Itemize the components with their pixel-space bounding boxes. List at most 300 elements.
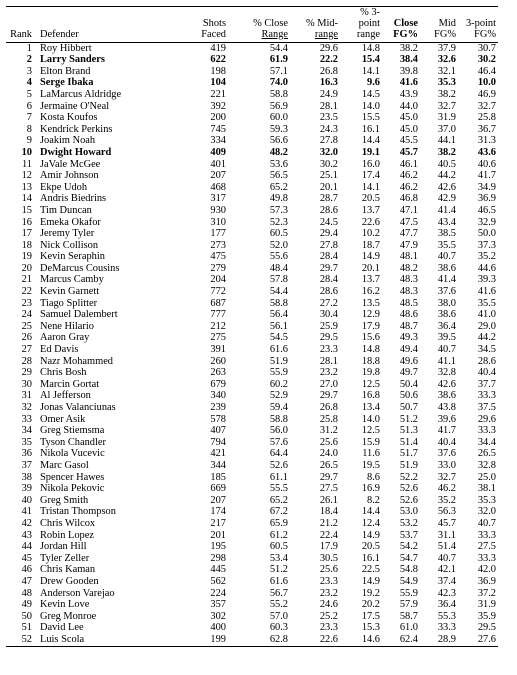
cell-mid-range-pct: 30.5	[319, 552, 338, 564]
defender-stats-table	[6, 6, 498, 647]
cell-close-fg-pct: 45.5	[399, 135, 418, 147]
cell-mid-range-pct: 28.6	[319, 204, 338, 216]
cell-mid-range-pct: 27.2	[319, 297, 338, 309]
cell-three-point-fg-pct: 32.9	[477, 216, 496, 228]
table-row	[6, 449, 498, 461]
cell-three-point-fg-pct: 37.5	[477, 402, 496, 413]
cell-close-range-pct: 58.8	[269, 88, 288, 100]
cell-rank: 7	[26, 112, 32, 124]
table-row	[6, 101, 498, 113]
cell-three-point-range-pct: 16.0	[361, 158, 380, 170]
cell-defender: Kevin Seraphin	[40, 251, 105, 263]
cell-close-range-pct: 62.8	[228, 634, 290, 646]
header-shots-faced	[184, 7, 228, 43]
cell-three-point-range-pct: 14.5	[361, 88, 380, 100]
cell-rank: 5	[26, 88, 32, 100]
cell-rank: 34	[21, 425, 32, 437]
cell-close-range-pct: 52.0	[269, 239, 288, 251]
cell-mid-range-pct: 23.3	[319, 575, 338, 587]
cell-rank: 28	[21, 355, 32, 367]
cell-close-fg-pct: 45.7	[399, 146, 418, 158]
cell-three-point-fg-pct: 30.7	[477, 42, 496, 54]
cell-defender: Marcin Gortat	[40, 378, 100, 390]
table-row	[6, 356, 498, 368]
cell-three-point-range-pct: 16.9	[361, 483, 380, 495]
cell-close-fg-pct: 49.4	[399, 344, 418, 356]
table-row	[6, 565, 498, 577]
cell-rank: 46	[21, 564, 32, 576]
cell-mid-range-pct: 25.2	[319, 610, 338, 622]
cell-close-range-pct: 54.4	[269, 286, 288, 298]
cell-three-point-fg-pct: 31.3	[477, 135, 496, 147]
cell-close-fg-pct: 48.2	[399, 262, 418, 274]
cell-three-point-fg-pct: 26.5	[477, 448, 496, 460]
cell-mid-fg-pct: 40.7	[437, 552, 456, 564]
cell-mid-fg-pct: 55.3	[437, 610, 456, 622]
cell-defender: Marcus Camby	[40, 274, 104, 286]
table-row	[6, 217, 498, 229]
cell-three-point-range-pct: 13.7	[361, 274, 380, 286]
cell-three-point-fg-pct: 37.3	[477, 239, 496, 251]
cell-close-range-pct: 59.4	[269, 402, 288, 413]
cell-mid-fg-pct: 35.5	[437, 239, 456, 251]
cell-close-fg-pct: 38.2	[399, 42, 418, 54]
cell-rank: 36	[21, 448, 32, 460]
cell-mid-range-pct: 23.2	[319, 367, 338, 379]
cell-mid-fg-pct: 39.5	[437, 332, 456, 344]
cell-close-fg-pct: 39.8	[399, 65, 418, 77]
cell-mid-range-pct: 22.6	[290, 634, 340, 646]
cell-three-point-range-pct: 12.5	[361, 378, 380, 390]
cell-three-point-range-pct: 14.6	[340, 634, 382, 646]
cell-three-point-fg-pct: 37.2	[477, 587, 496, 599]
cell-three-point-range-pct: 20.1	[361, 262, 380, 274]
table-row	[6, 171, 498, 183]
cell-mid-fg-pct: 37.6	[437, 448, 456, 460]
cell-mid-fg-pct: 42.3	[437, 587, 456, 599]
cell-three-point-range-pct: 14.9	[361, 251, 380, 263]
header-three-line2: point	[358, 18, 380, 29]
cell-rank: 13	[21, 181, 32, 193]
cell-shots-faced: 407	[210, 425, 226, 437]
table-row	[6, 611, 498, 623]
cell-close-fg-pct: 48.6	[399, 309, 418, 321]
cell-defender: Elton Brand	[40, 65, 91, 77]
header-defender-label: Defender	[40, 29, 79, 40]
cell-rank: 29	[21, 367, 32, 379]
cell-close-range-pct: 59.3	[269, 123, 288, 135]
cell-rank: 43	[21, 529, 32, 541]
cell-defender: Ed Davis	[40, 344, 79, 356]
cell-shots-faced: 221	[210, 88, 226, 100]
cell-defender: Emeka Okafor	[40, 216, 101, 228]
cell-close-fg-pct: 45.0	[399, 123, 418, 135]
cell-close-fg-pct: 53.0	[399, 506, 418, 518]
cell-defender: Andris Biedrins	[40, 193, 107, 205]
cell-mid-fg-pct: 35.2	[437, 494, 456, 506]
cell-three-point-fg-pct: 43.6	[477, 146, 496, 158]
cell-rank: 39	[21, 483, 32, 495]
table-row	[6, 507, 498, 519]
cell-mid-range-pct: 25.6	[319, 436, 338, 448]
cell-three-point-range-pct: 14.9	[361, 529, 380, 541]
cell-mid-fg-pct: 40.5	[437, 158, 456, 170]
cell-three-point-range-pct: 14.1	[361, 65, 380, 77]
cell-rank: 47	[21, 575, 32, 587]
cell-shots-faced: 207	[210, 494, 226, 506]
table-row	[6, 159, 498, 171]
cell-shots-faced: 687	[210, 297, 226, 309]
table-row	[6, 600, 498, 612]
cell-rank: 15	[21, 204, 32, 216]
cell-defender: Marc Gasol	[40, 459, 89, 471]
cell-mid-fg-pct: 42.9	[437, 193, 456, 205]
cell-close-fg-pct: 54.7	[399, 552, 418, 564]
cell-close-range-pct: 56.4	[269, 309, 288, 321]
cell-mid-range-pct: 32.0	[319, 146, 338, 158]
cell-close-fg-pct: 55.9	[399, 587, 418, 599]
cell-mid-range-pct: 24.9	[319, 88, 338, 100]
cell-close-range-pct: 67.2	[269, 506, 288, 518]
cell-shots-faced: 344	[210, 459, 226, 471]
table-row	[6, 333, 498, 345]
cell-three-point-fg-pct: 35.2	[477, 251, 496, 263]
cell-three-point-range-pct: 13.7	[361, 204, 380, 216]
cell-three-point-fg-pct: 36.9	[477, 193, 496, 205]
cell-defender: Nene Hilario	[40, 320, 94, 332]
cell-close-range-pct: 57.6	[269, 436, 288, 448]
cell-mid-range-pct: 28.4	[319, 251, 338, 263]
cell-defender: Drew Gooden	[40, 575, 99, 587]
cell-shots-faced: 562	[210, 575, 226, 587]
header-mid-fg	[420, 7, 458, 43]
cell-close-range-pct: 56.9	[269, 100, 288, 112]
cell-close-fg-pct: 44.0	[399, 100, 418, 112]
cell-three-point-fg-pct: 37.7	[477, 378, 496, 390]
cell-mid-fg-pct: 32.6	[437, 54, 456, 66]
cell-three-point-fg-pct: 30.2	[477, 54, 496, 66]
table-row	[6, 576, 498, 588]
cell-three-point-fg-pct: 46.4	[477, 65, 496, 77]
cell-rank: 16	[21, 216, 32, 228]
header-shots-line2: Faced	[201, 29, 226, 40]
cell-close-range-pct: 61.1	[269, 471, 288, 483]
cell-three-point-range-pct: 16.2	[361, 286, 380, 298]
cell-three-point-fg-pct: 33.3	[477, 552, 496, 564]
cell-rank: 10	[21, 146, 32, 158]
cell-close-range-pct: 58.8	[269, 297, 288, 309]
cell-close-fg-pct: 52.6	[399, 483, 418, 495]
cell-close-range-pct: 56.5	[269, 170, 288, 182]
cell-shots-faced: 777	[210, 309, 226, 321]
cell-shots-faced: 279	[210, 262, 226, 274]
cell-three-point-fg-pct: 33.3	[477, 529, 496, 541]
cell-close-range-pct: 52.6	[269, 459, 288, 471]
cell-rank: 32	[21, 402, 32, 413]
cell-three-point-range-pct: 22.5	[361, 564, 380, 576]
cell-close-range-pct: 52.9	[269, 390, 288, 402]
cell-mid-range-pct: 17.9	[319, 541, 338, 553]
header-mfg-line2: FG%	[434, 29, 456, 40]
cell-close-range-pct: 60.2	[269, 378, 288, 390]
cell-defender: Greg Monroe	[40, 610, 97, 622]
cell-close-fg-pct: 51.2	[399, 413, 418, 425]
cell-mid-fg-pct: 42.1	[437, 564, 456, 576]
cell-mid-fg-pct: 40.7	[437, 251, 456, 263]
cell-mid-fg-pct: 33.3	[437, 622, 456, 634]
table-row	[6, 495, 498, 507]
cell-close-fg-pct: 50.6	[399, 390, 418, 402]
cell-three-point-fg-pct: 41.0	[477, 309, 496, 321]
cell-rank: 35	[21, 436, 32, 448]
cell-defender: Nazr Mohammed	[40, 355, 113, 367]
cell-shots-faced: 204	[210, 274, 226, 286]
table-row	[6, 414, 498, 426]
cell-three-point-range-pct: 8.6	[367, 471, 380, 483]
cell-three-point-fg-pct: 29.6	[477, 413, 496, 425]
cell-mid-range-pct: 26.5	[319, 459, 338, 471]
cell-close-fg-pct: 46.8	[399, 193, 418, 205]
cell-defender: Spencer Hawes	[40, 471, 105, 483]
cell-rank: 20	[21, 262, 32, 274]
cell-close-fg-pct: 49.3	[399, 332, 418, 344]
cell-close-range-pct: 56.1	[269, 320, 288, 332]
cell-close-fg-pct: 54.8	[399, 564, 418, 576]
table-row	[6, 391, 498, 403]
cell-three-point-fg-pct: 34.5	[477, 344, 496, 356]
header-tfg-line2: FG%	[474, 29, 496, 40]
cell-three-point-range-pct: 16.8	[361, 390, 380, 402]
header-close-line1: % Close	[253, 18, 288, 29]
cell-mid-fg-pct: 38.6	[437, 262, 456, 274]
cell-three-point-fg-pct: 27.5	[477, 541, 496, 553]
cell-close-range-pct: 56.6	[269, 135, 288, 147]
cell-close-fg-pct: 43.9	[399, 88, 418, 100]
cell-three-point-range-pct: 8.2	[367, 494, 380, 506]
cell-mid-fg-pct: 37.0	[437, 123, 456, 135]
table-row	[6, 402, 498, 414]
cell-three-point-range-pct: 20.5	[361, 193, 380, 205]
cell-three-point-fg-pct: 41.6	[477, 286, 496, 298]
cell-shots-faced: 298	[210, 552, 226, 564]
cell-defender: Chris Kaman	[40, 564, 96, 576]
cell-rank: 42	[21, 517, 32, 529]
cell-close-range-pct: 61.6	[269, 575, 288, 587]
cell-close-fg-pct: 52.2	[399, 471, 418, 483]
cell-shots-faced: 207	[210, 170, 226, 182]
cell-three-point-fg-pct: 29.5	[477, 622, 496, 634]
table-row	[6, 379, 498, 391]
cell-rank: 17	[21, 228, 32, 240]
cell-three-point-range-pct: 18.7	[361, 239, 380, 251]
cell-shots-faced: 263	[210, 367, 226, 379]
cell-shots-faced: 199	[184, 634, 228, 646]
cell-three-point-range-pct: 16.1	[361, 552, 380, 564]
cell-rank: 27	[21, 344, 32, 356]
cell-close-range-pct: 54.4	[269, 42, 288, 54]
cell-defender: Luis Scola	[38, 634, 184, 646]
cell-close-fg-pct: 48.5	[399, 297, 418, 309]
cell-rank: 44	[21, 541, 32, 553]
cell-three-point-fg-pct: 44.6	[477, 262, 496, 274]
cell-defender: Jeremy Tyler	[40, 228, 95, 240]
header-cfg-line2: FG%	[393, 29, 418, 40]
cell-close-range-pct: 65.2	[269, 181, 288, 193]
cell-three-point-fg-pct: 25.8	[477, 112, 496, 124]
cell-close-range-pct: 51.2	[269, 564, 288, 576]
cell-rank: 37	[21, 459, 32, 471]
table-row	[6, 263, 498, 275]
cell-three-point-range-pct: 20.5	[361, 541, 380, 553]
cell-three-point-range-pct: 12.4	[361, 517, 380, 529]
cell-mid-fg-pct: 31.1	[437, 529, 456, 541]
table-row	[6, 634, 498, 646]
cell-mid-range-pct: 26.8	[319, 65, 338, 77]
cell-rank: 50	[21, 610, 32, 622]
cell-close-fg-pct: 50.7	[399, 402, 418, 413]
cell-defender: Kevin Garnett	[40, 286, 100, 298]
cell-close-range-pct: 49.8	[269, 193, 288, 205]
cell-close-range-pct: 57.3	[269, 204, 288, 216]
cell-close-range-pct: 60.3	[269, 622, 288, 634]
cell-shots-faced: 669	[210, 483, 226, 495]
cell-mid-fg-pct: 28.9	[420, 634, 458, 646]
cell-mid-fg-pct: 46.2	[437, 483, 456, 495]
cell-rank: 31	[21, 390, 32, 402]
cell-close-fg-pct: 38.4	[399, 54, 418, 66]
cell-shots-faced: 200	[210, 112, 226, 124]
cell-mid-fg-pct: 35.3	[437, 77, 456, 89]
cell-three-point-range-pct: 15.4	[361, 54, 380, 66]
table-row	[6, 344, 498, 356]
cell-close-fg-pct: 47.9	[399, 239, 418, 251]
cell-close-fg-pct: 51.4	[399, 436, 418, 448]
cell-mid-range-pct: 30.2	[319, 158, 338, 170]
cell-rank: 25	[21, 320, 32, 332]
cell-defender: Nikola Pekovic	[40, 483, 105, 495]
cell-defender: Greg Smith	[40, 494, 89, 506]
cell-three-point-fg-pct: 40.4	[477, 367, 496, 379]
cell-mid-fg-pct: 37.9	[437, 42, 456, 54]
cell-close-fg-pct: 47.1	[399, 204, 418, 216]
cell-mid-range-pct: 22.2	[319, 54, 338, 66]
cell-rank: 24	[21, 309, 32, 321]
cell-rank: 11	[21, 158, 32, 170]
table-row	[6, 472, 498, 484]
cell-close-range-pct: 55.5	[269, 483, 288, 495]
cell-rank: 21	[21, 274, 32, 286]
table-row	[6, 530, 498, 542]
cell-mid-range-pct: 26.8	[319, 402, 338, 413]
header-cfg-line1: Close	[393, 18, 418, 29]
cell-three-point-fg-pct: 33.3	[477, 425, 496, 437]
cell-mid-range-pct: 28.1	[319, 100, 338, 112]
table-row	[6, 240, 498, 252]
cell-shots-faced: 317	[210, 193, 226, 205]
cell-three-point-fg-pct: 38.1	[477, 483, 496, 495]
cell-three-point-range-pct: 14.4	[361, 135, 380, 147]
cell-mid-fg-pct: 41.4	[437, 204, 456, 216]
cell-rank: 22	[21, 286, 32, 298]
cell-three-point-range-pct: 9.6	[367, 77, 380, 89]
cell-close-fg-pct: 46.2	[399, 181, 418, 193]
cell-mid-range-pct: 28.4	[319, 274, 338, 286]
cell-mid-range-pct: 29.6	[319, 42, 338, 54]
cell-mid-range-pct: 29.5	[319, 332, 338, 344]
cell-mid-fg-pct: 44.1	[437, 135, 456, 147]
cell-defender: Tim Duncan	[40, 204, 92, 216]
table-row	[6, 426, 498, 438]
header-shots-line1: Shots	[202, 18, 226, 29]
cell-rank: 4	[26, 77, 32, 89]
cell-defender: Kendrick Perkins	[40, 123, 113, 135]
table-row	[6, 78, 498, 90]
cell-rank: 2	[26, 54, 32, 66]
cell-mid-range-pct: 25.9	[319, 320, 338, 332]
cell-three-point-range-pct: 12.9	[361, 309, 380, 321]
cell-defender: Robin Lopez	[40, 529, 94, 541]
cell-close-range-pct: 65.9	[269, 517, 288, 529]
cell-close-range-pct: 55.6	[269, 251, 288, 263]
cell-mid-range-pct: 28.6	[319, 286, 338, 298]
table-row	[6, 553, 498, 565]
cell-shots-faced: 679	[210, 378, 226, 390]
cell-rank: 49	[21, 599, 32, 611]
cell-mid-fg-pct: 32.8	[437, 367, 456, 379]
cell-mid-range-pct: 25.1	[319, 170, 338, 182]
cell-defender: Tyson Chandler	[40, 436, 106, 448]
header-mid-range	[290, 7, 340, 43]
cell-three-point-range-pct: 19.1	[361, 146, 380, 158]
cell-close-range-pct: 61.6	[269, 344, 288, 356]
header-three-point-range	[340, 7, 382, 43]
table-row	[6, 623, 498, 635]
header-defender	[38, 7, 184, 43]
cell-shots-faced: 578	[210, 413, 226, 425]
cell-close-range-pct: 64.4	[269, 448, 288, 460]
cell-mid-range-pct: 25.8	[319, 413, 338, 425]
table-row	[6, 588, 498, 600]
header-rank	[6, 7, 38, 43]
cell-three-point-fg-pct: 41.7	[477, 170, 496, 182]
cell-mid-fg-pct: 42.6	[437, 181, 456, 193]
cell-three-point-fg-pct: 32.8	[477, 459, 496, 471]
cell-close-range-pct: 48.2	[269, 146, 288, 158]
cell-mid-range-pct: 30.4	[319, 309, 338, 321]
cell-mid-fg-pct: 38.0	[437, 297, 456, 309]
table-row	[6, 542, 498, 554]
cell-shots-faced: 302	[210, 610, 226, 622]
cell-three-point-fg-pct: 27.6	[458, 634, 498, 646]
cell-defender: Joakim Noah	[40, 135, 96, 147]
cell-close-range-pct: 60.5	[269, 541, 288, 553]
cell-mid-range-pct: 23.3	[319, 344, 338, 356]
header-three-point-fg	[458, 7, 498, 43]
cell-defender: Greg Stiemsma	[40, 425, 105, 437]
cell-three-point-fg-pct: 50.0	[477, 228, 496, 240]
cell-close-range-pct: 57.0	[269, 610, 288, 622]
cell-close-range-pct: 61.9	[269, 54, 288, 66]
header-mid-line1: % Mid-	[305, 18, 338, 29]
cell-defender: Nikola Vucevic	[40, 448, 105, 460]
cell-mid-range-pct: 23.3	[319, 622, 338, 634]
cell-shots-faced: 239	[210, 402, 226, 413]
table-row	[6, 66, 498, 78]
cell-rank: 52	[6, 634, 38, 646]
cell-mid-range-pct: 24.5	[319, 216, 338, 228]
cell-mid-range-pct: 27.8	[319, 135, 338, 147]
cell-shots-faced: 275	[210, 332, 226, 344]
